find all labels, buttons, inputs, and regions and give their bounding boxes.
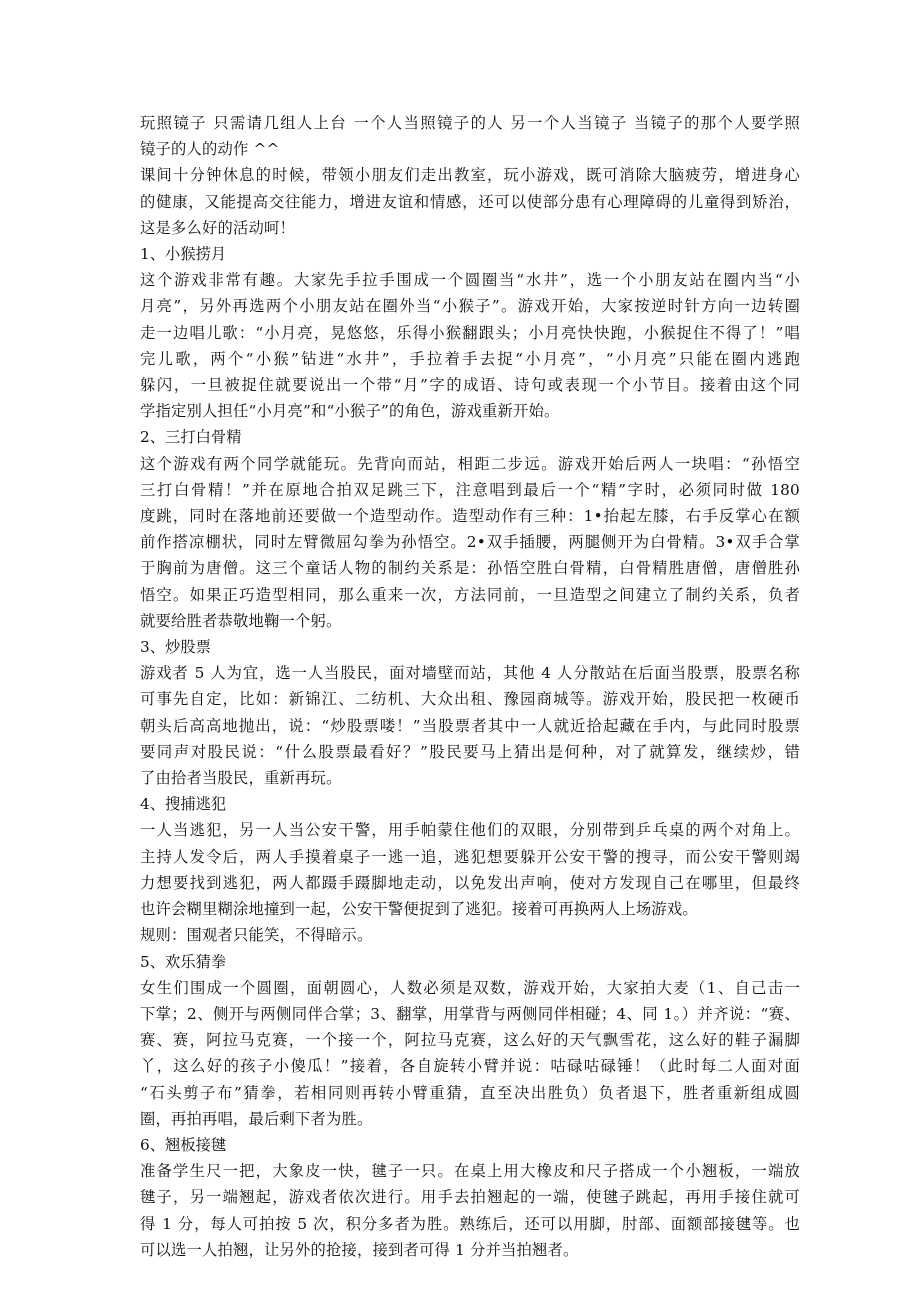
section-heading: 2、三打白骨精	[140, 428, 242, 447]
section-heading: 3、炒股票	[140, 638, 211, 657]
section-rule-line: 规则：围观者只能笑，不得暗示。	[140, 926, 373, 945]
section-line: 一人当逃犯，另一人当公安干警，用手帕蒙住他们的双眼，分别带到乒乓桌的两个对角上。	[140, 821, 800, 840]
section-line: 也许会糊里糊涂地撞到一起，公安干警便捉到了逃犯。接着可再换两人上场游戏。	[140, 900, 698, 919]
section-line: 度跳，同时在落地前还要做一个造型动作。造型动作有三种：1•抬起左膝，右手反掌心在额	[140, 507, 800, 526]
section-line: 月亮”，另外再选两个小朋友站在圈外当“小猴子”。游戏开始，大家按逆时针方向一边转圈	[140, 297, 800, 316]
section-line: 赛、赛，阿拉马克赛，一个接一个，阿拉马克赛，这么好的天气飘雪花，这么好的鞋子漏脚	[140, 1031, 800, 1050]
section-line: 悟空。如果正巧造型相同，那么重来一次，方法同前，一旦造型之间建立了制约关系，负者	[140, 585, 800, 604]
section-line: 躲闪，一旦被捉住就要说出一个带“月”字的成语、诗句或表现一个小节目。接着由这个同	[140, 376, 800, 395]
section-line: 就要给胜者恭敬地鞠一个躬。	[140, 611, 342, 630]
section-2	[140, 424, 800, 634]
section-line: 走一边唱儿歌：“小月亮，晃悠悠，乐得小猴翻跟头；小月亮快快跑，小猴捉住不得了！”唱	[140, 323, 800, 342]
section-line: “石头剪子布”猜拳，若相同则再转小臂重猜，直至决出胜负）负者退下，胜者重新组成圆	[140, 1083, 800, 1102]
section-line: 可以选一人拍翘，让另外的抢接，接到者可得 1 分并当拍翘者。	[140, 1240, 579, 1259]
section-line: 学指定别人担任“小月亮”和“小猴子”的角色，游戏重新开始。	[140, 402, 560, 421]
section-line: 力想要找到逃犯，两人都蹑手蹑脚地走动，以免发出声响，使对方发现自己在哪里，但最终	[140, 873, 800, 892]
section-line: 女生们围成一个圆圈，面朝圆心，人数必须是双数，游戏开始，大家拍大麦（1、自己击一	[140, 978, 800, 997]
intro-paragraph	[140, 110, 800, 162]
section-3	[140, 634, 800, 791]
section-line: 得 1 分，每人可拍按 5 次，积分多者为胜。熟练后，还可以用脚，肘部、面额部接毽等。也	[140, 1214, 800, 1233]
section-line: 三打白骨精！”并在原地合拍双足跳三下，注意唱到最后一个“精”字时，必须同时做 180	[140, 480, 800, 499]
section-line: 游戏者 5 人为宜，选一人当股民，面对墙壁而站，其他 4 人分散站在后面当股票，股票名称	[140, 664, 800, 683]
preface-paragraph	[140, 162, 800, 241]
section-line: 这个游戏非常有趣。大家先手拉手围成一个圆圈当“水井”，选一个小朋友站在圈内当“小	[140, 271, 800, 290]
section-heading: 4、搜捕逃犯	[140, 795, 227, 814]
section-line: 可事先自定，比如：新锦江、二纺机、大众出租、豫园商城等。游戏开始，股民把一枚硬币	[140, 690, 800, 709]
section-line: 这个游戏有两个同学就能玩。先背向而站，相距二步远。游戏开始后两人一块唱：“孙悟空	[140, 454, 800, 473]
section-line: 圈，再拍再唱，最后剩下者为胜。	[140, 1109, 373, 1128]
section-line: 朝头后高高地抛出，说：“炒股票喽！”当股票者其中一人就近拾起藏在手内，与此同时股票	[140, 716, 800, 735]
preface-line: 的健康，又能提高交往能力，增进友谊和情感，还可以使部分患有心理障碍的儿童得到矫治，	[140, 192, 800, 211]
document-page	[140, 110, 800, 1263]
section-line: 下掌；2、侧开与两侧同伴合掌；3、翻掌，用掌背与两侧同伴相碰；4、同 1。）并齐说：“赛、	[140, 1004, 800, 1023]
section-line: 毽子，另一端翘起，游戏者依次进行。用手去拍翘起的一端，使毽子跳起，再用手接住就可	[140, 1188, 800, 1207]
section-line: 于胸前为唐僧。这三个童话人物的制约关系是：孙悟空胜白骨精，白骨精胜唐僧，唐僧胜孙	[140, 559, 800, 578]
preface-line: 课间十分钟休息的时候，带领小朋友们走出教室，玩小游戏，既可消除大脑疲劳，增进身心	[140, 166, 800, 185]
section-heading: 6、翘板接毽	[140, 1135, 227, 1154]
section-line: 要同声对股民说：“什么股票最看好？”股民要马上猜出是何种，对了就算发，继续炒，错	[140, 742, 800, 761]
section-line: 了由拾者当股民，重新再玩。	[140, 769, 342, 788]
section-5	[140, 949, 800, 1132]
section-1	[140, 241, 800, 424]
section-line: 完儿歌，两个“小猴”钻进“水井”，手拉着手去捉“小月亮”，“小月亮”只能在圈内逃跑	[140, 349, 800, 368]
section-line: 主持人发令后，两人手摸着桌子一逃一追，逃犯想要躲开公安干警的搜寻，而公安干警则竭	[140, 847, 800, 866]
preface-line: 这是多么好的活动呵！	[140, 218, 295, 237]
section-heading: 1、小猴捞月	[140, 245, 227, 264]
section-line: 丫，这么好的孩子小傻瓜！”接着，各自旋转小臂并说：咕碌咕碌锤！（此时每二人面对面	[140, 1057, 800, 1076]
section-line: 准备学生尺一把，大象皮一快，毽子一只。在桌上用大橡皮和尺子搭成一个小翘板，一端放	[140, 1162, 800, 1181]
section-line: 前作搭凉棚状，同时左臂微屈勾拳为孙悟空。2•双手插腰，两腿侧开为白骨精。3•双手合掌	[140, 533, 800, 552]
section-heading: 5、欢乐猜拳	[140, 952, 227, 971]
intro-line: 镜子的人的动作 ^^	[140, 140, 280, 159]
section-6	[140, 1132, 800, 1263]
section-4	[140, 791, 800, 948]
intro-line: 玩照镜子 只需请几组人上台 一个人当照镜子的人 另一个人当镜子 当镜子的那个人要学照	[140, 114, 800, 132]
